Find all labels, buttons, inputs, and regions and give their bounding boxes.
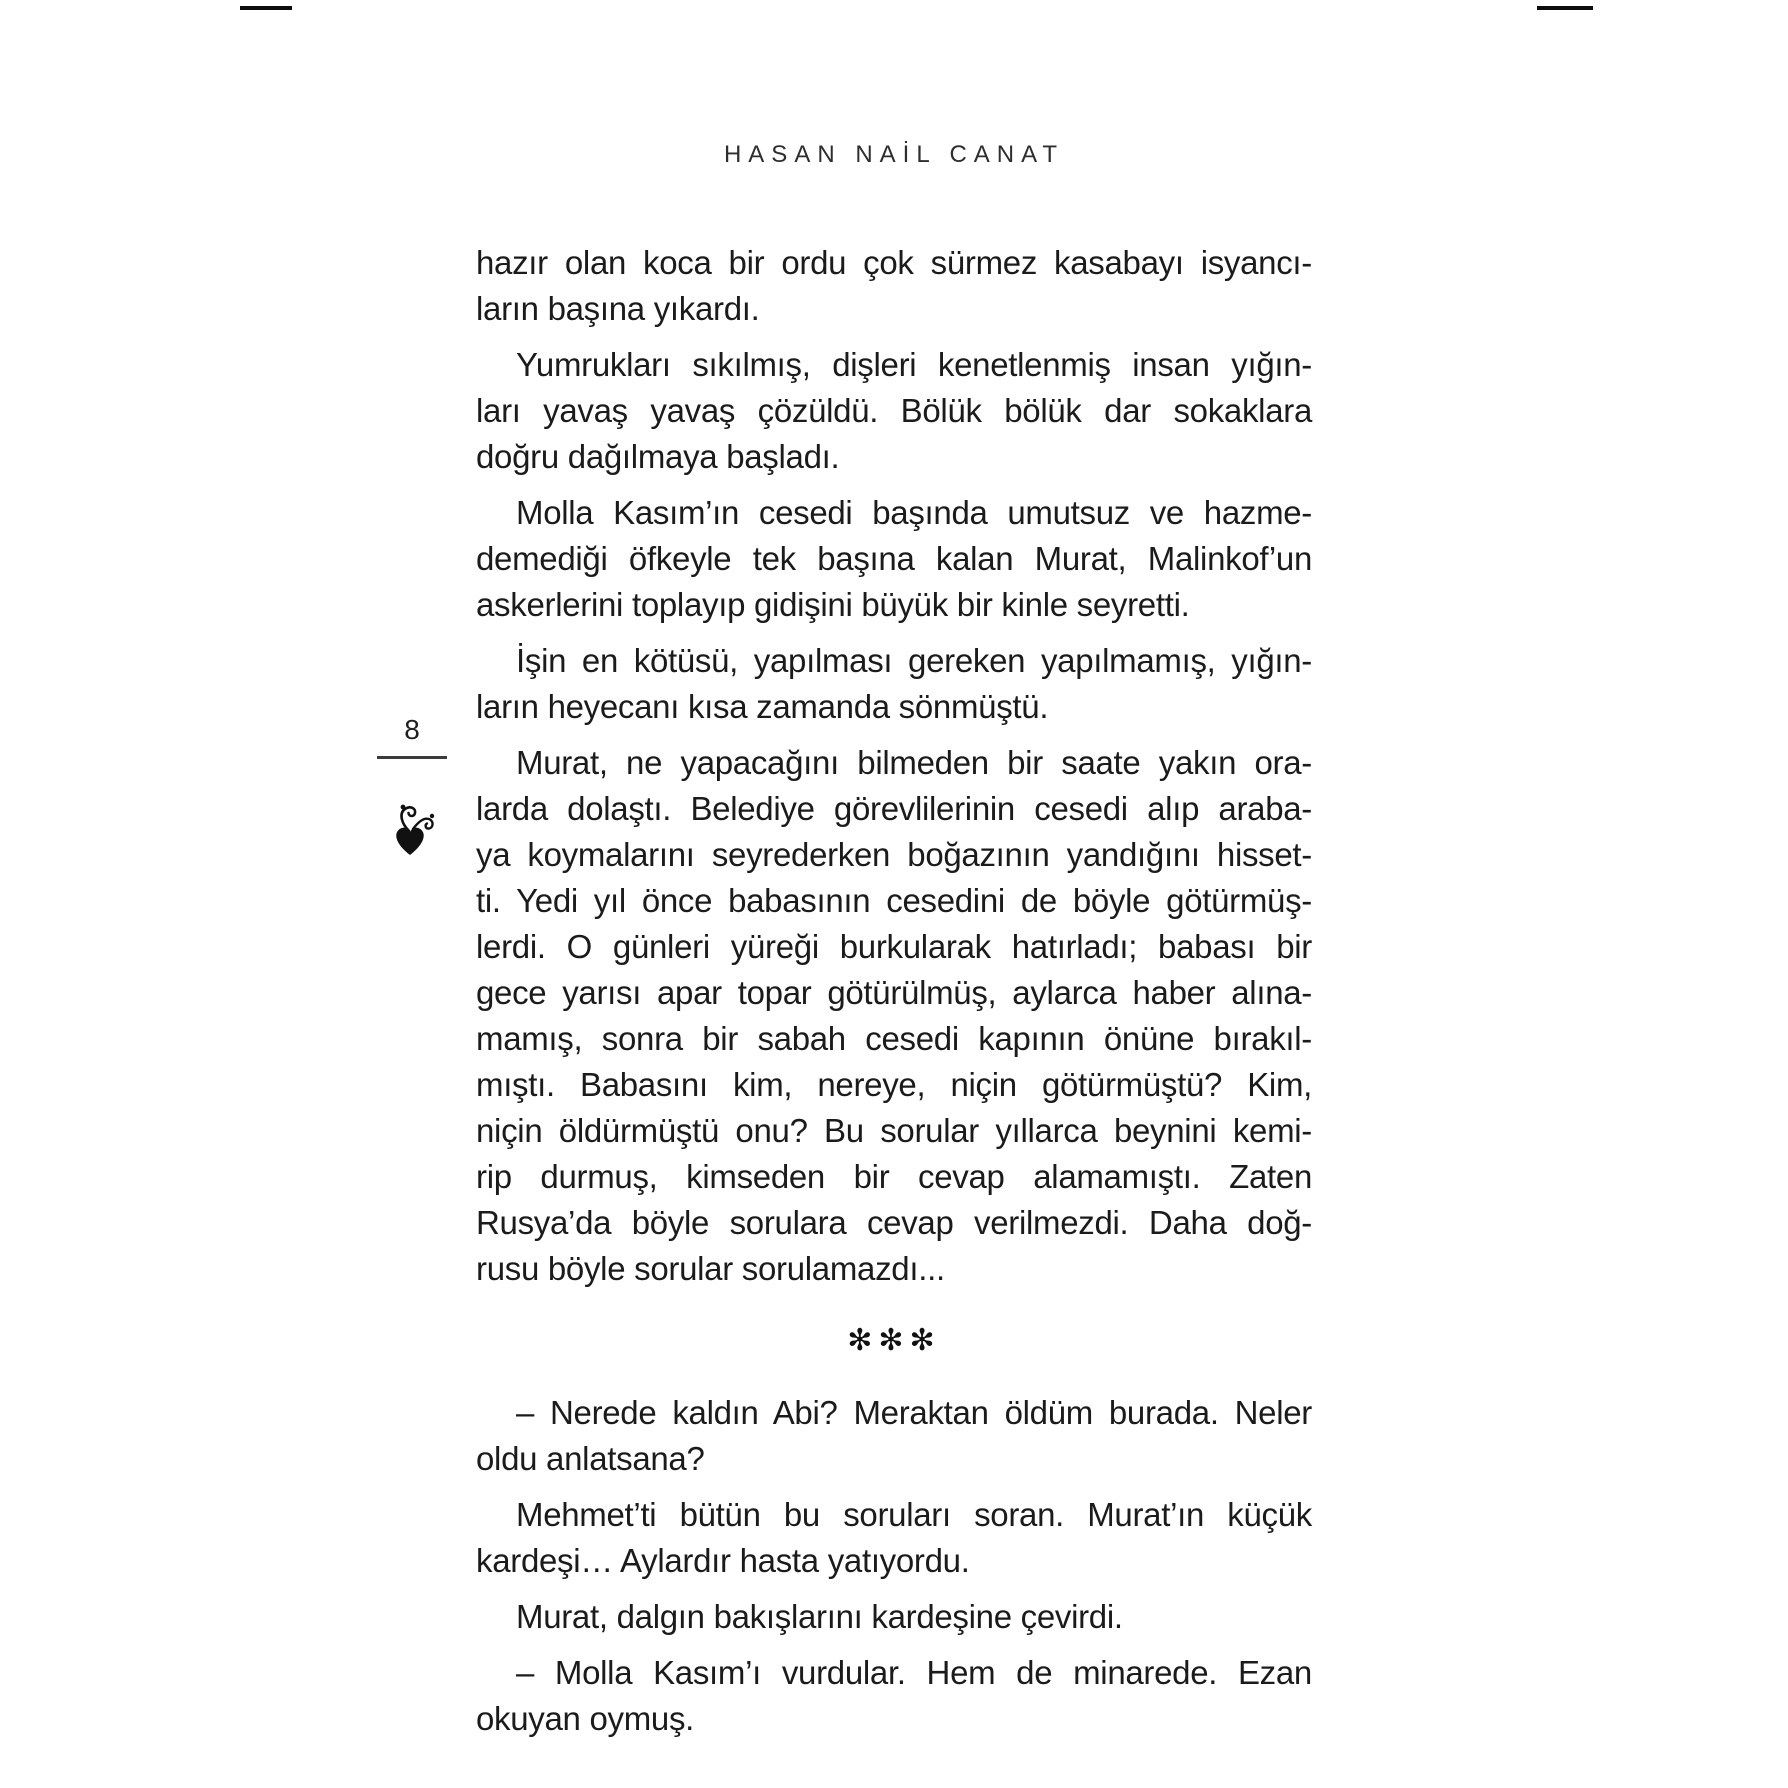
section-divider: ✻✻✻	[847, 1323, 941, 1358]
text-line: Murat, ne yapacağını bilmeden bir saate yakın ora-	[516, 744, 1312, 781]
text-line: hazır olan koca bir ordu çok sürmez kasabayı isyancı-	[476, 244, 1312, 281]
paragraph	[476, 490, 1312, 628]
text-line: gece yarısı apar topar götürülmüş, aylarca haber alına-	[476, 974, 1312, 1011]
text-line: ların başına yıkardı.	[476, 290, 760, 327]
crop-mark-right	[1537, 6, 1593, 10]
floral-heart-icon	[389, 801, 435, 857]
text-line: oldu anlatsana?	[476, 1440, 705, 1477]
text-line: kardeşi… Aylardır hasta yatıyordu.	[476, 1542, 970, 1579]
text-column	[476, 240, 1312, 1742]
crop-mark-left	[240, 6, 292, 10]
text-line: okuyan oymuş.	[476, 1700, 695, 1737]
text-line: demediği öfkeyle tek başına kalan Murat, Malinkof’un	[476, 540, 1312, 577]
text-line: ların heyecanı kısa zamanda sönmüştü.	[476, 688, 1049, 725]
text-line: doğru dağılmaya başladı.	[476, 438, 840, 475]
paragraph	[476, 740, 1312, 1292]
paragraph	[476, 342, 1312, 480]
text-line: rip durmuş, kimseden bir cevap alamamıştı. Zaten	[476, 1158, 1312, 1195]
text-line: İşin en kötüsü, yapılması gereken yapılmamış, yığın-	[516, 642, 1312, 679]
running-header: HASAN NAİL CANAT	[723, 141, 1065, 168]
text-line: ti. Yedi yıl önce babasının cesedini de böyle götürmüş-	[476, 882, 1312, 919]
text-line: Mehmet’ti bütün bu soruları soran. Murat’ın küçük	[516, 1496, 1312, 1533]
text-line: Yumrukları sıkılmış, dişleri kenetlenmiş insan yığın-	[516, 346, 1312, 383]
text-line: Molla Kasım’ın cesedi başında umutsuz ve hazme-	[516, 494, 1312, 531]
paragraph	[476, 1492, 1312, 1584]
text-line: askerlerini toplayıp gidişini büyük bir kinle seyretti.	[476, 586, 1190, 623]
text-line: mamış, sonra bir sabah cesedi kapının önüne bırakıl-	[476, 1020, 1312, 1057]
text-line: mıştı. Babasını kim, nereye, niçin götürmüştü? Kim,	[476, 1066, 1312, 1103]
text-line: ları yavaş yavaş çözüldü. Bölük bölük dar sokaklara	[476, 392, 1312, 429]
text-line: lerdi. O günleri yüreği burkularak hatırladı; babası bir	[476, 928, 1312, 965]
paragraph	[476, 1594, 1312, 1640]
paragraph	[476, 638, 1312, 730]
paragraph	[476, 1390, 1312, 1482]
text-line: Murat, dalgın bakışlarını kardeşine çevirdi.	[516, 1598, 1123, 1635]
page-number-rule	[377, 756, 447, 759]
text-line: Rusya’da böyle sorulara cevap verilmezdi. Daha doğ-	[476, 1204, 1312, 1241]
paragraph	[476, 240, 1312, 332]
text-line: niçin öldürmüştü onu? Bu sorular yıllarca beynini kemi-	[476, 1112, 1312, 1149]
text-line: – Molla Kasım’ı vurdular. Hem de minarede. Ezan	[516, 1654, 1312, 1691]
paragraph	[476, 1650, 1312, 1742]
text-line: larda dolaştı. Belediye görevlilerinin cesedi alıp araba-	[476, 790, 1312, 827]
text-line: rusu böyle sorular sorulamazdı...	[476, 1250, 945, 1287]
text-line: – Nerede kaldın Abi? Meraktan öldüm burada. Neler	[516, 1394, 1312, 1431]
page-number: 8	[404, 714, 420, 745]
page-margin-block	[376, 712, 448, 862]
text-line: ya koymalarını seyrederken boğazının yandığını hisset-	[476, 836, 1312, 873]
